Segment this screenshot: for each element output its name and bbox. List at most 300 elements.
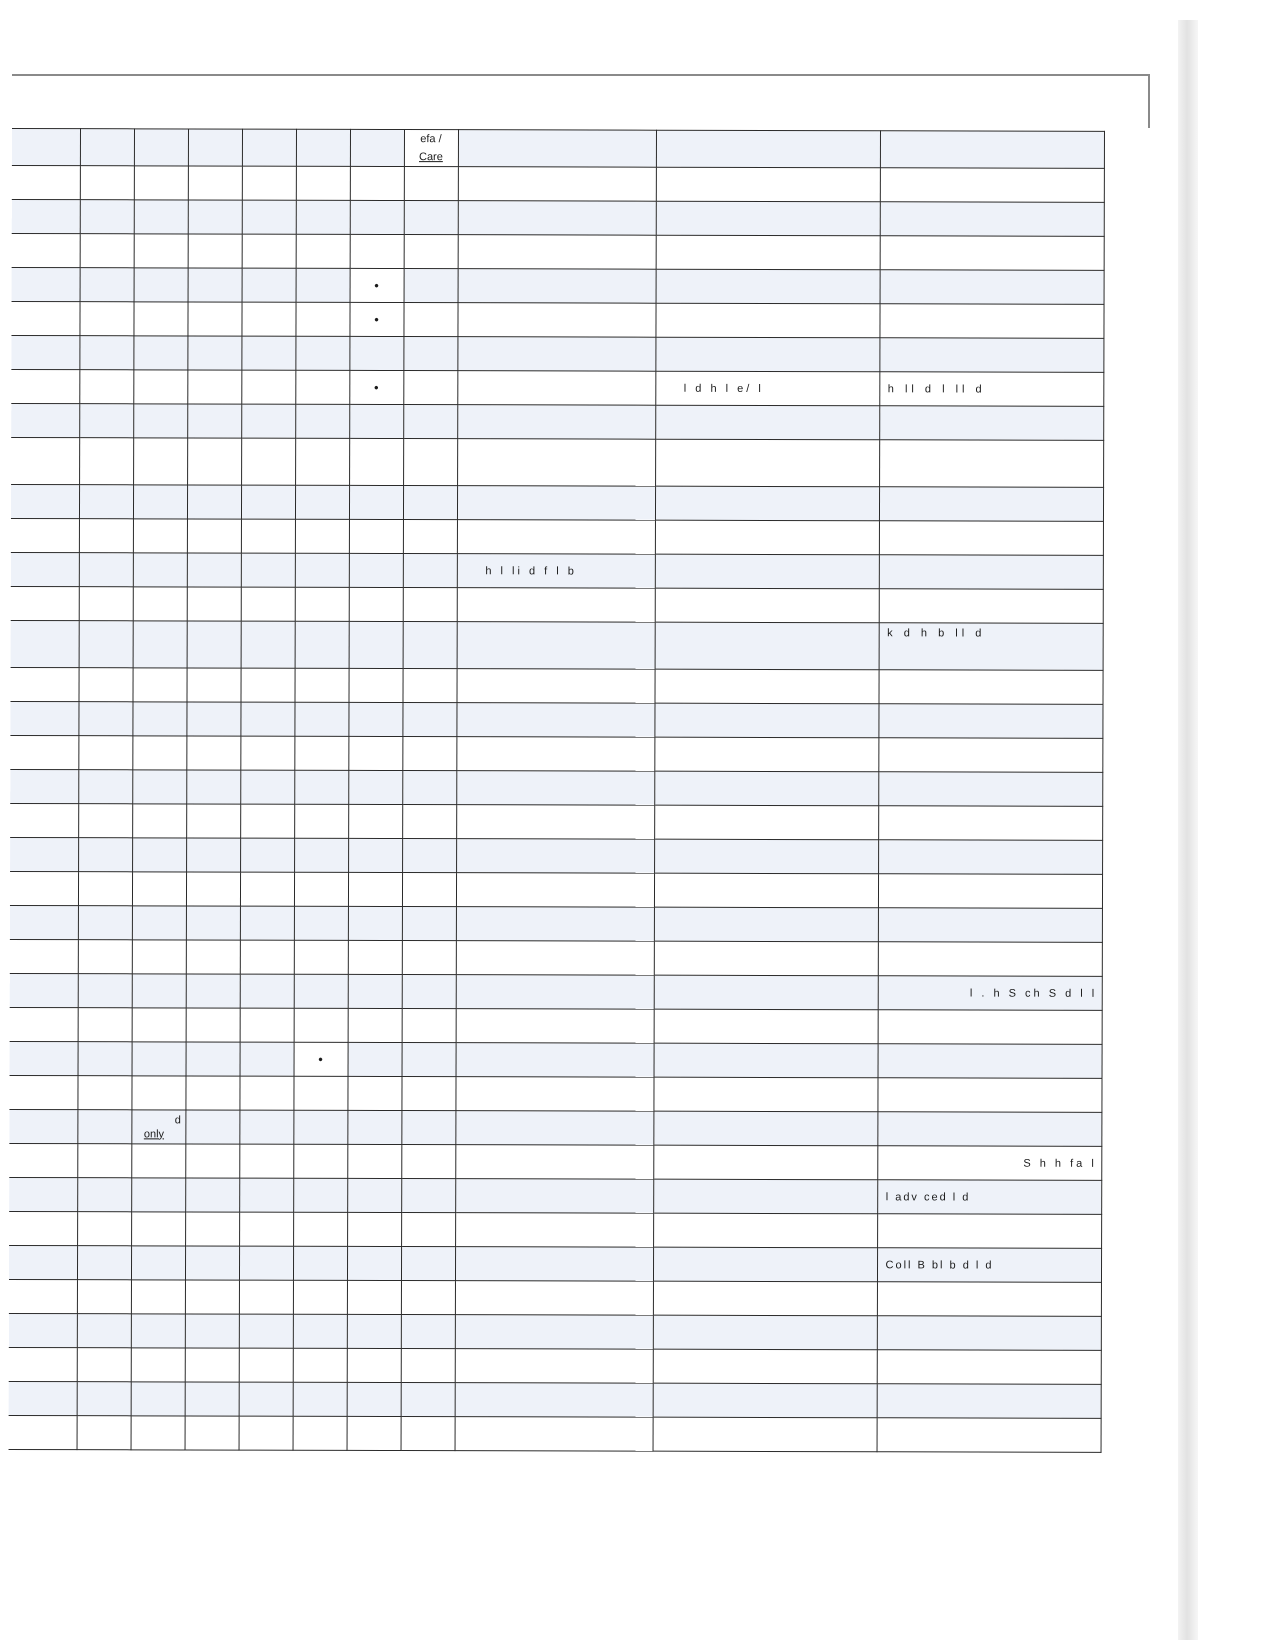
- cell[interactable]: [348, 770, 402, 804]
- cell[interactable]: [9, 1075, 77, 1109]
- cell[interactable]: [877, 1078, 1101, 1113]
- cell[interactable]: [241, 485, 295, 519]
- cell[interactable]: [133, 553, 187, 587]
- cell[interactable]: [186, 838, 240, 872]
- cell[interactable]: [402, 839, 456, 873]
- cell[interactable]: [654, 839, 878, 874]
- cell[interactable]: [242, 166, 296, 200]
- cell[interactable]: [79, 438, 133, 485]
- cell[interactable]: [241, 553, 295, 587]
- cell[interactable]: [655, 439, 879, 487]
- cell[interactable]: [132, 804, 186, 838]
- cell[interactable]: [877, 1214, 1101, 1249]
- cell[interactable]: [10, 769, 78, 803]
- cell[interactable]: [348, 668, 402, 702]
- cell[interactable]: [77, 1348, 131, 1382]
- cell[interactable]: [12, 199, 80, 233]
- cell[interactable]: [78, 872, 132, 906]
- cell[interactable]: [12, 165, 80, 199]
- cell[interactable]: [239, 1246, 293, 1280]
- cell[interactable]: [878, 942, 1102, 977]
- cell[interactable]: [295, 553, 349, 587]
- cell[interactable]: [455, 1213, 653, 1248]
- cell[interactable]: [654, 737, 878, 772]
- cell[interactable]: [402, 771, 456, 805]
- cell[interactable]: [293, 1178, 347, 1212]
- cell[interactable]: [403, 554, 457, 588]
- cell[interactable]: [458, 201, 656, 236]
- cell[interactable]: [349, 519, 403, 553]
- cell[interactable]: [877, 1384, 1101, 1419]
- cell[interactable]: [349, 621, 403, 668]
- cell[interactable]: [11, 586, 79, 620]
- cell[interactable]: [880, 236, 1104, 271]
- cell[interactable]: [456, 669, 654, 704]
- cell[interactable]: [455, 1383, 653, 1418]
- cell[interactable]: [9, 1415, 77, 1449]
- cell[interactable]: [293, 1348, 347, 1382]
- cell[interactable]: [78, 804, 132, 838]
- cell[interactable]: [878, 704, 1102, 739]
- cell[interactable]: [294, 804, 348, 838]
- cell[interactable]: [877, 1418, 1101, 1453]
- cell[interactable]: [187, 370, 241, 404]
- cell[interactable]: [456, 907, 654, 942]
- cell[interactable]: [240, 906, 294, 940]
- cell[interactable]: [294, 940, 348, 974]
- cell[interactable]: [133, 336, 187, 370]
- cell[interactable]: [403, 486, 457, 520]
- cell[interactable]: [347, 1212, 401, 1246]
- cell[interactable]: [878, 976, 1102, 1011]
- cell[interactable]: [79, 485, 133, 519]
- cell[interactable]: [241, 519, 295, 553]
- cell[interactable]: [401, 1213, 455, 1247]
- cell[interactable]: [12, 267, 80, 301]
- cell[interactable]: [133, 519, 187, 553]
- cell[interactable]: [185, 1178, 239, 1212]
- cell[interactable]: [403, 303, 457, 337]
- cell[interactable]: [133, 302, 187, 336]
- cell[interactable]: [654, 975, 878, 1010]
- cell[interactable]: [296, 268, 350, 302]
- cell[interactable]: [188, 268, 242, 302]
- cell[interactable]: [77, 1212, 131, 1246]
- cell[interactable]: [347, 1382, 401, 1416]
- cell[interactable]: [185, 1076, 239, 1110]
- cell[interactable]: [80, 234, 134, 268]
- cell[interactable]: [9, 1211, 77, 1245]
- cell[interactable]: [347, 1110, 401, 1144]
- cell[interactable]: [455, 1247, 653, 1282]
- cell[interactable]: [186, 872, 240, 906]
- cell[interactable]: [188, 200, 242, 234]
- cell[interactable]: [293, 1076, 347, 1110]
- cell[interactable]: [349, 336, 403, 370]
- cell[interactable]: [879, 589, 1103, 624]
- cell[interactable]: [350, 200, 404, 234]
- cell[interactable]: [79, 621, 133, 668]
- cell[interactable]: [11, 620, 79, 667]
- cell[interactable]: [131, 1246, 185, 1280]
- cell[interactable]: [293, 1382, 347, 1416]
- cell[interactable]: [132, 702, 186, 736]
- cell[interactable]: [456, 1009, 654, 1044]
- cell[interactable]: [455, 1349, 653, 1384]
- cell[interactable]: [131, 1348, 185, 1382]
- cell[interactable]: [240, 668, 294, 702]
- cell[interactable]: [879, 487, 1103, 522]
- cell[interactable]: [654, 703, 878, 738]
- cell[interactable]: [80, 200, 134, 234]
- cell[interactable]: [655, 303, 879, 338]
- cell[interactable]: [78, 736, 132, 770]
- cell[interactable]: [240, 974, 294, 1008]
- cell[interactable]: [186, 1042, 240, 1076]
- cell[interactable]: [294, 1042, 348, 1076]
- cell[interactable]: [655, 486, 879, 521]
- cell[interactable]: [349, 485, 403, 519]
- cell[interactable]: [402, 703, 456, 737]
- cell[interactable]: [10, 701, 78, 735]
- cell[interactable]: [457, 371, 655, 406]
- cell[interactable]: [401, 1349, 455, 1383]
- cell[interactable]: [880, 270, 1104, 305]
- cell[interactable]: [11, 484, 79, 518]
- cell[interactable]: [403, 337, 457, 371]
- cell[interactable]: [655, 554, 879, 589]
- cell[interactable]: [294, 974, 348, 1008]
- cell[interactable]: [9, 1109, 77, 1143]
- cell[interactable]: [877, 1112, 1101, 1147]
- cell[interactable]: [77, 1246, 131, 1280]
- cell[interactable]: [9, 1347, 77, 1381]
- cell[interactable]: [133, 621, 187, 668]
- cell[interactable]: [188, 234, 242, 268]
- cell[interactable]: [187, 336, 241, 370]
- cell[interactable]: [349, 553, 403, 587]
- cell[interactable]: [295, 438, 349, 485]
- cell[interactable]: [348, 838, 402, 872]
- cell[interactable]: [185, 1314, 239, 1348]
- cell[interactable]: [241, 302, 295, 336]
- cell[interactable]: [239, 1110, 293, 1144]
- cell[interactable]: [295, 485, 349, 519]
- cell[interactable]: [185, 1280, 239, 1314]
- cell[interactable]: [654, 941, 878, 976]
- cell[interactable]: [653, 1145, 877, 1180]
- cell[interactable]: [187, 438, 241, 485]
- cell[interactable]: [294, 838, 348, 872]
- cell[interactable]: [133, 370, 187, 404]
- cell[interactable]: [880, 202, 1104, 237]
- cell[interactable]: [187, 302, 241, 336]
- cell[interactable]: [186, 1008, 240, 1042]
- cell[interactable]: [78, 974, 132, 1008]
- cell[interactable]: [458, 167, 656, 202]
- cell[interactable]: [349, 404, 403, 438]
- cell[interactable]: [241, 621, 295, 668]
- cell[interactable]: [348, 872, 402, 906]
- cell[interactable]: [132, 906, 186, 940]
- cell[interactable]: [402, 737, 456, 771]
- cell[interactable]: [187, 485, 241, 519]
- cell[interactable]: [132, 872, 186, 906]
- cell[interactable]: [294, 906, 348, 940]
- cell[interactable]: [241, 336, 295, 370]
- cell[interactable]: [11, 518, 79, 552]
- cell[interactable]: [877, 1282, 1101, 1317]
- cell[interactable]: [348, 702, 402, 736]
- cell[interactable]: [131, 1382, 185, 1416]
- cell[interactable]: [403, 405, 457, 439]
- cell[interactable]: [78, 770, 132, 804]
- cell[interactable]: [879, 440, 1103, 488]
- cell[interactable]: [134, 166, 188, 200]
- cell[interactable]: [185, 1348, 239, 1382]
- cell[interactable]: [457, 405, 655, 440]
- cell[interactable]: [79, 302, 133, 336]
- cell[interactable]: [240, 940, 294, 974]
- cell[interactable]: [878, 874, 1102, 909]
- cell[interactable]: [349, 302, 403, 336]
- cell[interactable]: [187, 553, 241, 587]
- cell[interactable]: [131, 1178, 185, 1212]
- cell[interactable]: [456, 703, 654, 738]
- cell[interactable]: [241, 404, 295, 438]
- cell[interactable]: [403, 439, 457, 486]
- cell[interactable]: [294, 702, 348, 736]
- cell[interactable]: [456, 873, 654, 908]
- cell[interactable]: [878, 1010, 1102, 1045]
- cell[interactable]: [133, 438, 187, 485]
- cell[interactable]: [296, 200, 350, 234]
- cell[interactable]: [456, 737, 654, 772]
- cell[interactable]: [186, 702, 240, 736]
- cell[interactable]: [185, 1246, 239, 1280]
- cell[interactable]: [654, 669, 878, 704]
- cell[interactable]: [79, 519, 133, 553]
- cell[interactable]: [239, 1144, 293, 1178]
- cell[interactable]: [240, 1008, 294, 1042]
- cell[interactable]: [10, 667, 78, 701]
- cell[interactable]: [79, 587, 133, 621]
- cell[interactable]: [185, 1144, 239, 1178]
- cell[interactable]: [186, 770, 240, 804]
- cell[interactable]: [401, 1315, 455, 1349]
- cell[interactable]: [656, 201, 880, 236]
- cell[interactable]: [401, 1145, 455, 1179]
- cell[interactable]: [656, 235, 880, 270]
- cell[interactable]: [455, 1315, 653, 1350]
- cell[interactable]: [131, 1076, 185, 1110]
- cell[interactable]: [880, 168, 1104, 203]
- cell[interactable]: [79, 404, 133, 438]
- cell[interactable]: [131, 1280, 185, 1314]
- cell[interactable]: [131, 1144, 185, 1178]
- cell[interactable]: [401, 1179, 455, 1213]
- cell[interactable]: [401, 1383, 455, 1417]
- cell[interactable]: [242, 200, 296, 234]
- cell[interactable]: [10, 803, 78, 837]
- cell[interactable]: [132, 668, 186, 702]
- cell[interactable]: [654, 805, 878, 840]
- cell[interactable]: [133, 485, 187, 519]
- cell[interactable]: [347, 1246, 401, 1280]
- cell[interactable]: [295, 302, 349, 336]
- cell[interactable]: [79, 336, 133, 370]
- cell[interactable]: [293, 1246, 347, 1280]
- cell[interactable]: [348, 1008, 402, 1042]
- cell[interactable]: [239, 1416, 293, 1450]
- cell[interactable]: [10, 1007, 78, 1041]
- cell[interactable]: [458, 235, 656, 270]
- cell[interactable]: [9, 1381, 77, 1415]
- cell[interactable]: [457, 588, 655, 623]
- cell[interactable]: [77, 1280, 131, 1314]
- cell[interactable]: [347, 1280, 401, 1314]
- cell[interactable]: [11, 301, 79, 335]
- cell[interactable]: [347, 1314, 401, 1348]
- cell[interactable]: [78, 838, 132, 872]
- cell[interactable]: [132, 736, 186, 770]
- cell[interactable]: [12, 233, 80, 267]
- cell[interactable]: [878, 670, 1102, 705]
- cell[interactable]: [240, 804, 294, 838]
- cell[interactable]: [240, 770, 294, 804]
- cell[interactable]: [133, 404, 187, 438]
- cell[interactable]: [185, 1382, 239, 1416]
- cell[interactable]: [239, 1314, 293, 1348]
- cell[interactable]: [878, 840, 1102, 875]
- cell[interactable]: [11, 403, 79, 437]
- cell[interactable]: [134, 234, 188, 268]
- cell[interactable]: [402, 805, 456, 839]
- cell[interactable]: [9, 1279, 77, 1313]
- cell[interactable]: [455, 1179, 653, 1214]
- cell[interactable]: [877, 1180, 1101, 1215]
- cell[interactable]: [186, 804, 240, 838]
- cell[interactable]: [877, 1248, 1101, 1283]
- cell[interactable]: [77, 1416, 131, 1450]
- cell[interactable]: [653, 1417, 877, 1452]
- cell[interactable]: [239, 1212, 293, 1246]
- cell[interactable]: [879, 304, 1103, 339]
- cell[interactable]: [654, 771, 878, 806]
- cell[interactable]: [293, 1110, 347, 1144]
- cell[interactable]: [879, 555, 1103, 590]
- cell[interactable]: [295, 370, 349, 404]
- cell[interactable]: [655, 405, 879, 440]
- cell[interactable]: [349, 370, 403, 404]
- cell[interactable]: [653, 1383, 877, 1418]
- cell[interactable]: [656, 167, 880, 202]
- cell[interactable]: [404, 201, 458, 235]
- cell[interactable]: [653, 1247, 877, 1282]
- cell[interactable]: [186, 668, 240, 702]
- cell[interactable]: [131, 1110, 185, 1144]
- cell[interactable]: [9, 1245, 77, 1279]
- cell[interactable]: [878, 738, 1102, 773]
- cell[interactable]: [11, 369, 79, 403]
- cell[interactable]: [293, 1314, 347, 1348]
- cell[interactable]: [134, 200, 188, 234]
- cell[interactable]: [455, 1077, 653, 1112]
- cell[interactable]: [241, 587, 295, 621]
- cell[interactable]: [404, 167, 458, 201]
- cell[interactable]: [11, 552, 79, 586]
- cell[interactable]: [879, 406, 1103, 441]
- cell[interactable]: [134, 268, 188, 302]
- cell[interactable]: [878, 1044, 1102, 1079]
- cell[interactable]: [350, 234, 404, 268]
- cell[interactable]: [9, 1313, 77, 1347]
- cell[interactable]: [239, 1076, 293, 1110]
- cell[interactable]: [187, 621, 241, 668]
- cell[interactable]: [348, 1042, 402, 1076]
- cell[interactable]: [239, 1382, 293, 1416]
- cell[interactable]: [295, 519, 349, 553]
- cell[interactable]: [402, 1009, 456, 1043]
- cell[interactable]: [654, 907, 878, 942]
- cell[interactable]: [402, 941, 456, 975]
- cell[interactable]: [403, 520, 457, 554]
- cell[interactable]: [78, 906, 132, 940]
- cell[interactable]: [293, 1144, 347, 1178]
- cell[interactable]: [77, 1314, 131, 1348]
- cell[interactable]: [402, 669, 456, 703]
- cell[interactable]: [240, 736, 294, 770]
- cell[interactable]: [655, 371, 879, 406]
- cell[interactable]: [185, 1416, 239, 1450]
- cell[interactable]: [402, 1043, 456, 1077]
- cell[interactable]: [293, 1212, 347, 1246]
- cell[interactable]: [293, 1280, 347, 1314]
- cell[interactable]: [9, 1143, 77, 1177]
- cell[interactable]: [404, 269, 458, 303]
- cell[interactable]: [877, 1316, 1101, 1351]
- cell[interactable]: [296, 166, 350, 200]
- cell[interactable]: [10, 973, 78, 1007]
- cell[interactable]: [132, 1008, 186, 1042]
- cell[interactable]: [456, 771, 654, 806]
- cell[interactable]: [132, 770, 186, 804]
- cell[interactable]: [653, 1077, 877, 1112]
- cell[interactable]: [131, 1314, 185, 1348]
- cell[interactable]: [79, 370, 133, 404]
- cell[interactable]: [401, 1111, 455, 1145]
- cell[interactable]: [654, 1043, 878, 1078]
- cell[interactable]: [78, 1008, 132, 1042]
- cell[interactable]: [457, 622, 655, 670]
- cell[interactable]: [187, 404, 241, 438]
- cell[interactable]: [240, 838, 294, 872]
- cell[interactable]: [77, 1382, 131, 1416]
- cell[interactable]: [456, 941, 654, 976]
- cell[interactable]: [654, 873, 878, 908]
- cell[interactable]: [186, 940, 240, 974]
- cell[interactable]: [131, 1416, 185, 1450]
- cell[interactable]: [78, 668, 132, 702]
- cell[interactable]: [347, 1416, 401, 1450]
- cell[interactable]: [348, 940, 402, 974]
- cell[interactable]: [187, 519, 241, 553]
- cell[interactable]: [187, 587, 241, 621]
- cell[interactable]: [295, 404, 349, 438]
- cell[interactable]: [655, 520, 879, 555]
- cell[interactable]: [348, 974, 402, 1008]
- cell[interactable]: [456, 1043, 654, 1078]
